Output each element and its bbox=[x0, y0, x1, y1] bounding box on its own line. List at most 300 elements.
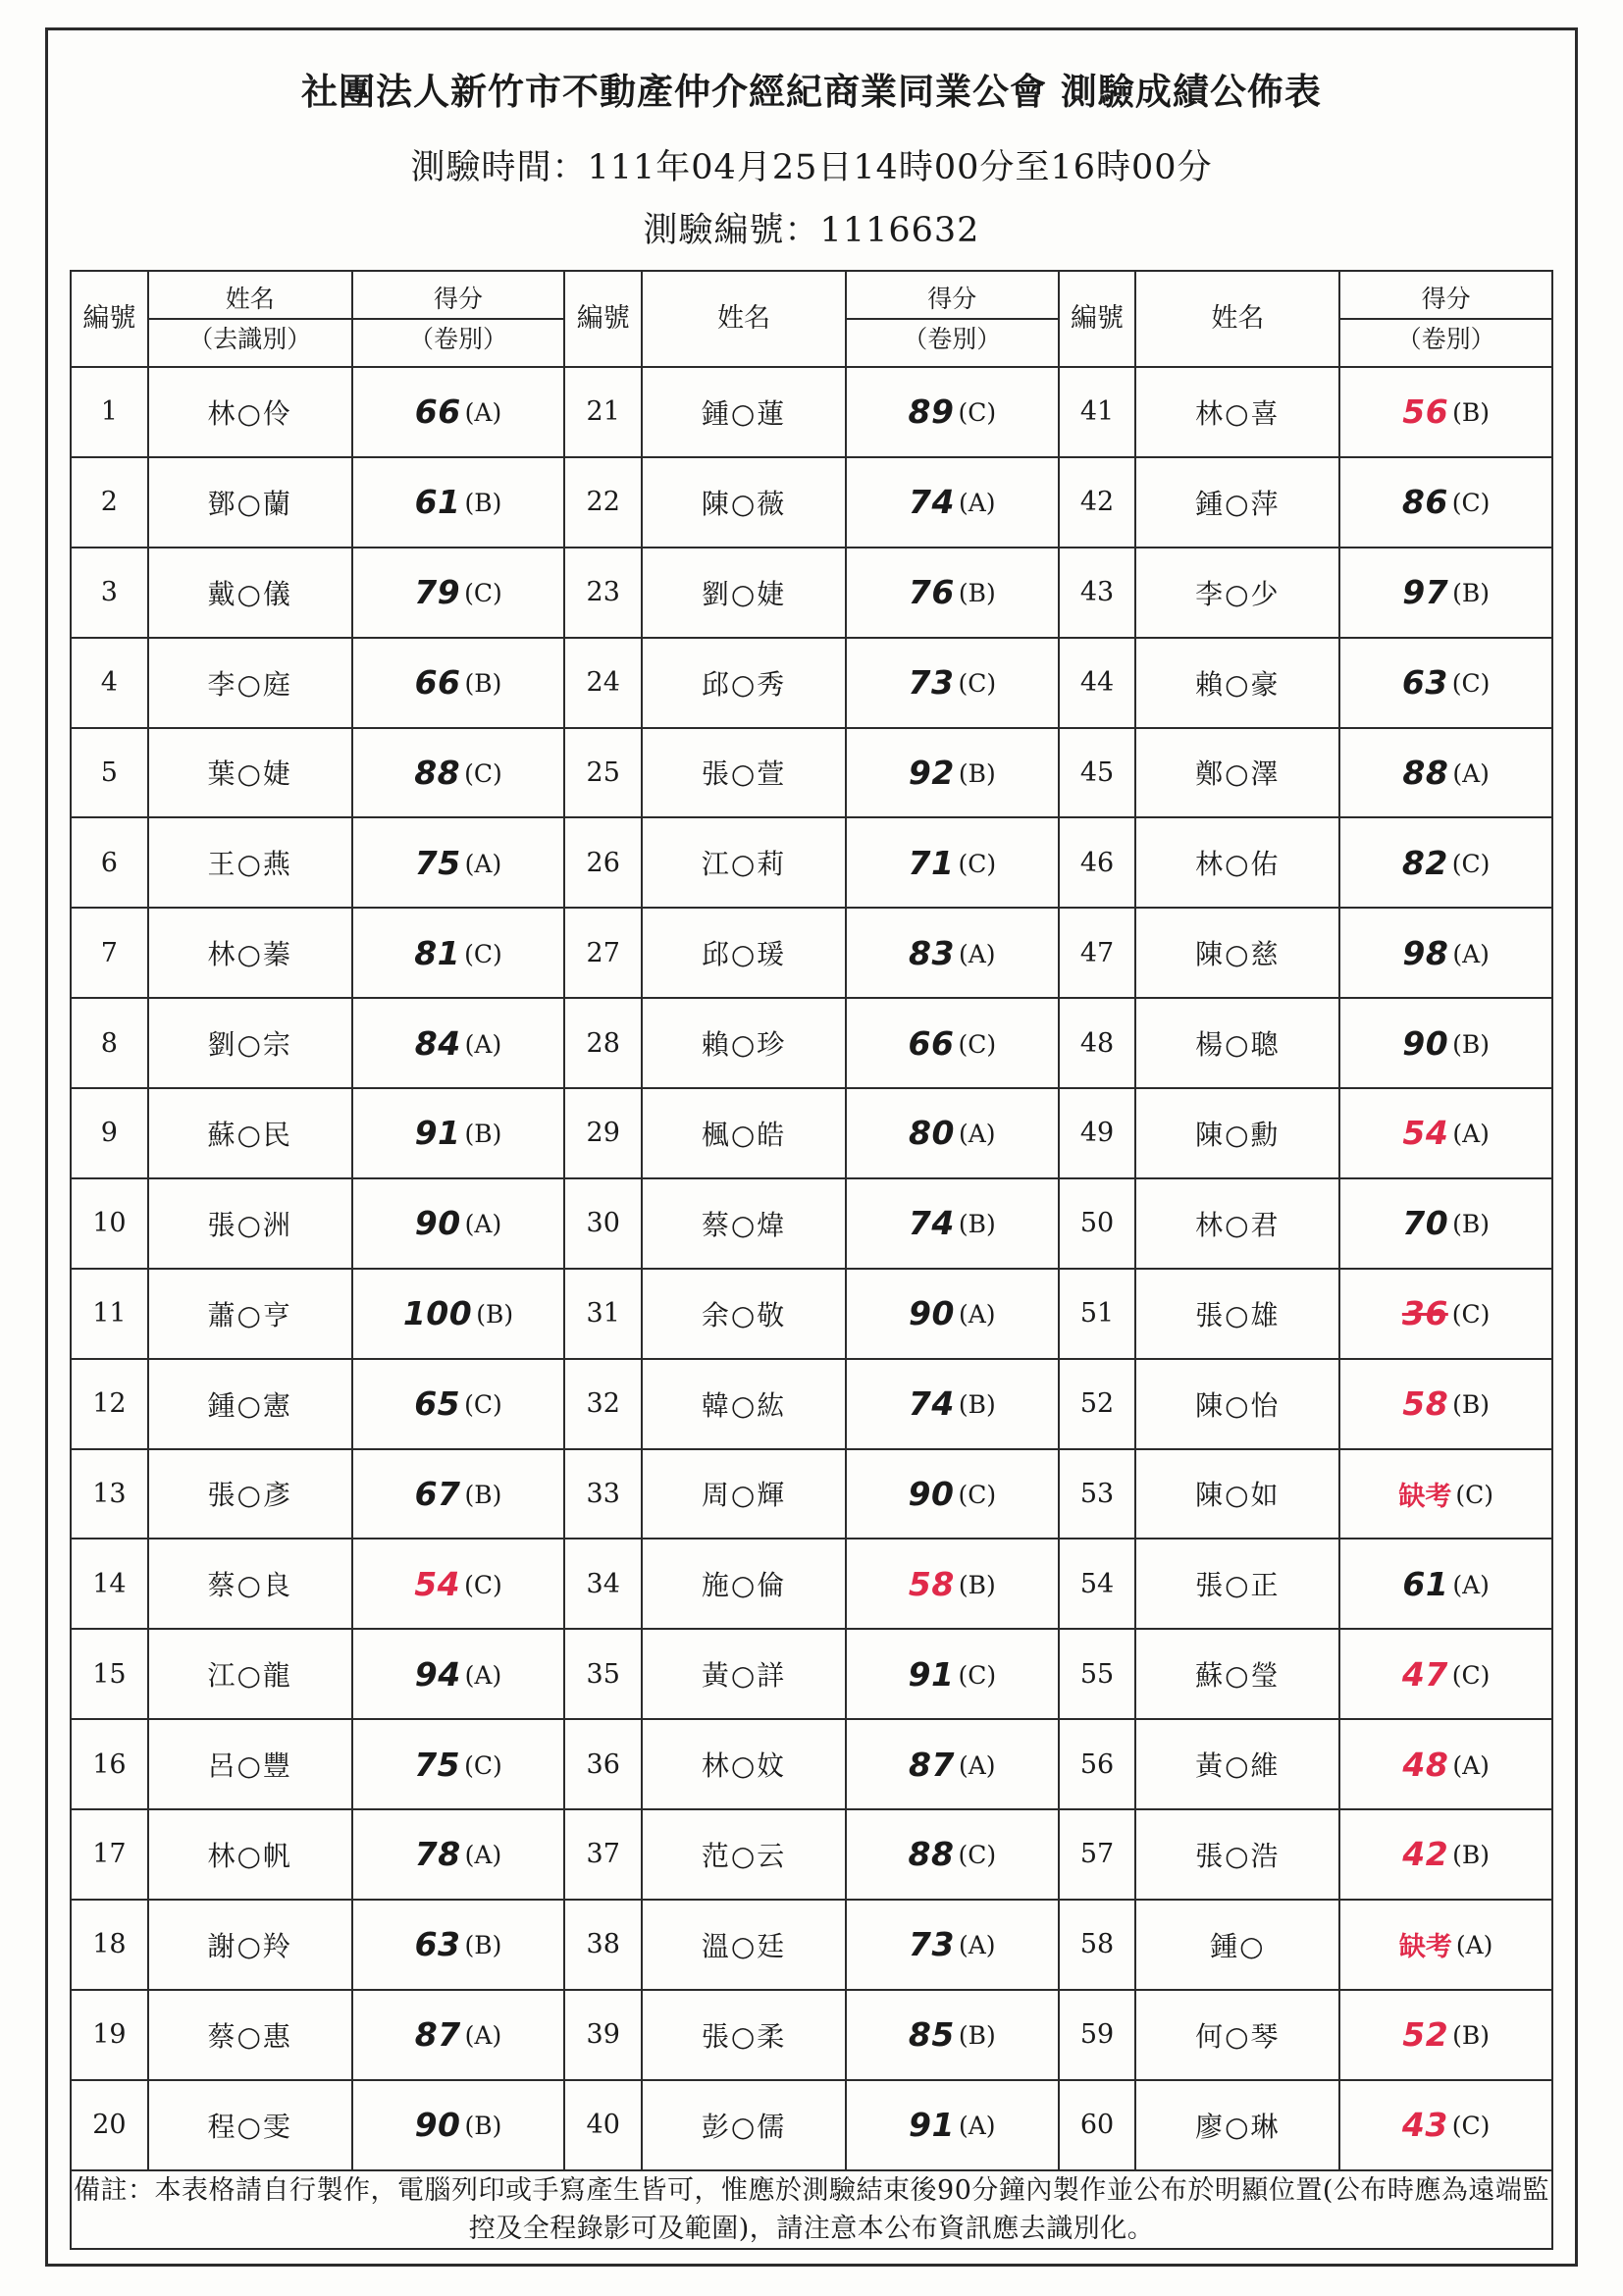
score-value: 47 bbox=[1401, 1654, 1448, 1694]
results-table bbox=[70, 270, 1553, 2250]
col-header-name-line2: （去識別） bbox=[149, 318, 351, 354]
col-header-id-3: 編號 bbox=[1059, 271, 1136, 367]
paper-code: (B) bbox=[1452, 2021, 1491, 2051]
cell-score bbox=[1339, 1629, 1552, 1719]
paper-code: (C) bbox=[1451, 489, 1491, 518]
score-value: 98 bbox=[1402, 933, 1449, 972]
table-row bbox=[71, 1449, 1552, 1539]
page-title: 社團法人新竹市不動產仲介經紀商業同業公會 測驗成績公佈表 bbox=[301, 70, 1322, 113]
col-header-score-1 bbox=[352, 271, 565, 367]
cell-score bbox=[352, 1269, 565, 1359]
score-value: 66 bbox=[908, 1023, 955, 1063]
paper-code: (C) bbox=[1451, 849, 1491, 878]
cell-score bbox=[1339, 817, 1552, 908]
cell-id: 31 bbox=[564, 1269, 642, 1359]
paper-code: (A) bbox=[1455, 1931, 1493, 1960]
cell-id: 28 bbox=[564, 998, 642, 1088]
cell-name: 林○佑 bbox=[1135, 817, 1339, 908]
paper-code: (A) bbox=[1452, 1120, 1490, 1149]
cell-score bbox=[846, 1719, 1059, 1809]
cell-id: 27 bbox=[564, 908, 642, 998]
paper-code: (C) bbox=[464, 939, 502, 968]
cell-name: 鍾○蓮 bbox=[642, 367, 846, 457]
cell-name: 邱○秀 bbox=[642, 638, 846, 728]
col-header-name-2: 姓名 bbox=[642, 271, 846, 367]
col-header-name-3: 姓名 bbox=[1135, 271, 1339, 367]
score-value: 90 bbox=[414, 1204, 461, 1243]
table-row bbox=[71, 908, 1552, 998]
cell-score bbox=[846, 1990, 1059, 2080]
cell-score bbox=[846, 998, 1059, 1088]
paper-code: (B) bbox=[958, 1390, 996, 1420]
cell-score bbox=[352, 998, 565, 1088]
paper-code: (C) bbox=[958, 1029, 997, 1059]
cell-name: 周○輝 bbox=[642, 1449, 846, 1539]
score-value: 84 bbox=[414, 1023, 461, 1063]
cell-name: 蔡○良 bbox=[148, 1539, 352, 1629]
paper-code: (C) bbox=[464, 1570, 502, 1599]
table-row bbox=[71, 1539, 1552, 1629]
cell-name: 黃○維 bbox=[1135, 1719, 1339, 1809]
paper-code: (C) bbox=[958, 1841, 997, 1870]
paper-code: (B) bbox=[958, 1570, 996, 1599]
paper-code: (C) bbox=[1451, 669, 1491, 699]
paper-code: (A) bbox=[958, 1931, 996, 1960]
table-footer bbox=[71, 2170, 1552, 2249]
cell-score bbox=[846, 908, 1059, 998]
cell-name: 蔡○煒 bbox=[642, 1178, 846, 1269]
cell-id: 51 bbox=[1059, 1269, 1136, 1359]
cell-name: 鍾○萍 bbox=[1135, 457, 1339, 548]
cell-id: 50 bbox=[1059, 1178, 1136, 1269]
cell-id: 8 bbox=[71, 998, 148, 1088]
cell-id: 20 bbox=[71, 2080, 148, 2170]
cell-score bbox=[846, 638, 1059, 728]
cell-name: 楊○聰 bbox=[1135, 998, 1339, 1088]
cell-id: 30 bbox=[564, 1178, 642, 1269]
table-row bbox=[71, 1178, 1552, 1269]
col-header-score-line2: （卷別） bbox=[847, 318, 1058, 354]
paper-code: (C) bbox=[464, 758, 502, 788]
cell-name: 張○洲 bbox=[148, 1178, 352, 1269]
paper-code: (B) bbox=[464, 1931, 502, 1960]
cell-score bbox=[1339, 1900, 1552, 1990]
cell-score bbox=[352, 1359, 565, 1449]
col-header-id-1: 編號 bbox=[71, 271, 148, 367]
paper-code: (B) bbox=[958, 1210, 996, 1239]
table-row bbox=[71, 1088, 1552, 1178]
cell-name: 李○庭 bbox=[148, 638, 352, 728]
cell-name: 張○正 bbox=[1135, 1539, 1339, 1629]
col-header-score-line1: 得分 bbox=[927, 284, 977, 313]
cell-name: 張○萱 bbox=[642, 728, 846, 818]
cell-id: 12 bbox=[71, 1359, 148, 1449]
cell-score bbox=[352, 638, 565, 728]
score-value: 58 bbox=[1402, 1384, 1449, 1424]
score-value: 67 bbox=[414, 1474, 461, 1513]
cell-name: 蘇○民 bbox=[148, 1088, 352, 1178]
cell-id: 36 bbox=[564, 1719, 642, 1809]
col-header-score-2 bbox=[846, 271, 1059, 367]
cell-score bbox=[846, 1809, 1059, 1900]
paper-code: (B) bbox=[464, 489, 502, 518]
score-value: 61 bbox=[414, 483, 461, 522]
cell-id: 25 bbox=[564, 728, 642, 818]
cell-name: 溫○廷 bbox=[642, 1900, 846, 1990]
cell-id: 58 bbox=[1059, 1900, 1136, 1990]
cell-name: 陳○如 bbox=[1135, 1449, 1339, 1539]
score-value: 66 bbox=[414, 392, 461, 432]
paper-code: (A) bbox=[958, 939, 996, 968]
cell-id: 55 bbox=[1059, 1629, 1136, 1719]
cell-id: 54 bbox=[1059, 1539, 1136, 1629]
cell-name: 何○琴 bbox=[1135, 1990, 1339, 2080]
paper-code: (C) bbox=[1451, 1300, 1491, 1330]
paper-code: (C) bbox=[958, 1660, 997, 1690]
table-row bbox=[71, 1719, 1552, 1809]
cell-id: 57 bbox=[1059, 1809, 1136, 1900]
cell-id: 21 bbox=[564, 367, 642, 457]
cell-name: 林○君 bbox=[1135, 1178, 1339, 1269]
score-value: 63 bbox=[1401, 663, 1448, 703]
col-header-name-line1: 姓名 bbox=[225, 284, 275, 313]
cell-score bbox=[1339, 367, 1552, 457]
cell-name: 李○少 bbox=[1135, 548, 1339, 638]
score-value: 74 bbox=[908, 1384, 955, 1424]
col-header-score-line2: （卷別） bbox=[353, 318, 564, 354]
paper-code: (B) bbox=[1452, 579, 1491, 608]
score-value: 88 bbox=[414, 753, 461, 792]
score-value: 91 bbox=[908, 1654, 955, 1694]
score-value: 89 bbox=[908, 392, 955, 432]
score-value: 66 bbox=[414, 663, 461, 703]
cell-name: 戴○儀 bbox=[148, 548, 352, 638]
cell-score bbox=[1339, 1809, 1552, 1900]
cell-id: 32 bbox=[564, 1359, 642, 1449]
cell-id: 43 bbox=[1059, 548, 1136, 638]
score-value: 94 bbox=[414, 1654, 461, 1694]
cell-id: 4 bbox=[71, 638, 148, 728]
score-value: 71 bbox=[908, 843, 955, 882]
cell-name: 林○伶 bbox=[148, 367, 352, 457]
cell-score bbox=[1339, 1719, 1552, 1809]
score-value: 90 bbox=[909, 1294, 955, 1333]
cell-score bbox=[846, 1629, 1059, 1719]
score-value: 56 bbox=[1402, 392, 1449, 432]
score-value: 81 bbox=[414, 933, 461, 972]
cell-score bbox=[846, 1449, 1059, 1539]
cell-id: 6 bbox=[71, 817, 148, 908]
paper-code: (C) bbox=[464, 1750, 502, 1780]
cell-name: 彭○儒 bbox=[642, 2080, 846, 2170]
cell-name: 林○喜 bbox=[1135, 367, 1339, 457]
cell-name: 江○龍 bbox=[148, 1629, 352, 1719]
paper-code: (B) bbox=[1452, 1210, 1491, 1239]
col-header-score-line1: 得分 bbox=[433, 284, 483, 313]
cell-id: 59 bbox=[1059, 1990, 1136, 2080]
cell-name: 陳○怡 bbox=[1135, 1359, 1339, 1449]
score-value: 52 bbox=[1402, 2015, 1449, 2055]
cell-name: 劉○婕 bbox=[642, 548, 846, 638]
title-block bbox=[70, 48, 1553, 270]
cell-score bbox=[846, 1900, 1059, 1990]
cell-score bbox=[352, 1178, 565, 1269]
paper-code: (A) bbox=[464, 1029, 502, 1059]
cell-name: 范○云 bbox=[642, 1809, 846, 1900]
score-value: 48 bbox=[1402, 1745, 1449, 1784]
cell-score bbox=[846, 2080, 1059, 2170]
cell-id: 26 bbox=[564, 817, 642, 908]
score-value: 90 bbox=[414, 2106, 461, 2145]
cell-id: 44 bbox=[1059, 638, 1136, 728]
cell-id: 1 bbox=[71, 367, 148, 457]
cell-name: 余○敬 bbox=[642, 1269, 846, 1359]
cell-id: 15 bbox=[71, 1629, 148, 1719]
paper-code: (A) bbox=[958, 1120, 996, 1149]
cell-id: 41 bbox=[1059, 367, 1136, 457]
cell-name: 楓○皓 bbox=[642, 1088, 846, 1178]
paper-code: (B) bbox=[958, 758, 996, 788]
cell-name: 鍾○ bbox=[1135, 1900, 1339, 1990]
cell-score bbox=[352, 1449, 565, 1539]
cell-id: 35 bbox=[564, 1629, 642, 1719]
score-value: 90 bbox=[908, 1474, 955, 1513]
table-row bbox=[71, 1990, 1552, 2080]
cell-name: 江○莉 bbox=[642, 817, 846, 908]
col-header-score-3 bbox=[1339, 271, 1552, 367]
score-value: 73 bbox=[908, 663, 955, 703]
table-header bbox=[71, 271, 1552, 367]
cell-id: 56 bbox=[1059, 1719, 1136, 1809]
cell-id: 23 bbox=[564, 548, 642, 638]
paper-code: (A) bbox=[958, 1750, 996, 1780]
cell-id: 29 bbox=[564, 1088, 642, 1178]
cell-name: 張○雄 bbox=[1135, 1269, 1339, 1359]
paper-code: (A) bbox=[1452, 1750, 1490, 1780]
cell-id: 10 bbox=[71, 1178, 148, 1269]
exam-number: 測驗編號：1116632 bbox=[643, 211, 980, 250]
cell-name: 邱○瑗 bbox=[642, 908, 846, 998]
cell-name: 謝○羚 bbox=[148, 1900, 352, 1990]
table-row bbox=[71, 2080, 1552, 2170]
cell-id: 5 bbox=[71, 728, 148, 818]
score-value: 42 bbox=[1402, 1835, 1449, 1874]
cell-id: 38 bbox=[564, 1900, 642, 1990]
cell-name: 韓○紘 bbox=[642, 1359, 846, 1449]
cell-name: 賴○珍 bbox=[642, 998, 846, 1088]
cell-score bbox=[352, 367, 565, 457]
cell-name: 程○雯 bbox=[148, 2080, 352, 2170]
score-value: 85 bbox=[908, 2015, 955, 2055]
cell-name: 鍾○憲 bbox=[148, 1359, 352, 1449]
paper-code: (C) bbox=[958, 1480, 997, 1509]
cell-id: 37 bbox=[564, 1809, 642, 1900]
remarks-note: 備註：本表格請自行製作，電腦列印或手寫產生皆可，惟應於測驗結束後90分鐘內製作並公布於明顯位置(公布時應為遠端監控及全程錄影可及範圍)，請注意本公布資訊應去識別化。 bbox=[71, 2170, 1552, 2249]
cell-score bbox=[846, 728, 1059, 818]
cell-score bbox=[1339, 728, 1552, 818]
paper-code: (B) bbox=[1452, 398, 1491, 428]
cell-score bbox=[352, 817, 565, 908]
cell-name: 黃○詳 bbox=[642, 1629, 846, 1719]
score-value: 43 bbox=[1401, 2106, 1448, 2145]
paper-code: (A) bbox=[464, 398, 502, 428]
cell-id: 17 bbox=[71, 1809, 148, 1900]
score-value: 65 bbox=[414, 1384, 461, 1424]
cell-name: 賴○豪 bbox=[1135, 638, 1339, 728]
score-value: 82 bbox=[1401, 843, 1448, 882]
cell-name: 劉○宗 bbox=[148, 998, 352, 1088]
paper-code: (A) bbox=[958, 2112, 996, 2141]
cell-name: 蔡○惠 bbox=[148, 1990, 352, 2080]
paper-code: (B) bbox=[476, 1300, 514, 1330]
cell-id: 45 bbox=[1059, 728, 1136, 818]
cell-id: 16 bbox=[71, 1719, 148, 1809]
score-value: 36 bbox=[1401, 1294, 1448, 1333]
cell-score bbox=[846, 457, 1059, 548]
cell-id: 9 bbox=[71, 1088, 148, 1178]
cell-score bbox=[1339, 1990, 1552, 2080]
score-value: 91 bbox=[909, 2106, 955, 2145]
paper-code: (B) bbox=[464, 669, 502, 699]
cell-name: 張○柔 bbox=[642, 1990, 846, 2080]
table-row bbox=[71, 548, 1552, 638]
paper-code: (B) bbox=[464, 1120, 502, 1149]
table-row bbox=[71, 1900, 1552, 1990]
cell-score bbox=[352, 1629, 565, 1719]
paper-code: (C) bbox=[958, 398, 997, 428]
paper-code: (C) bbox=[464, 579, 502, 608]
table-row bbox=[71, 457, 1552, 548]
cell-name: 蘇○瑩 bbox=[1135, 1629, 1339, 1719]
paper-code: (B) bbox=[1452, 1029, 1491, 1059]
cell-score bbox=[352, 1990, 565, 2080]
cell-id: 2 bbox=[71, 457, 148, 548]
cell-score bbox=[1339, 1449, 1552, 1539]
cell-score bbox=[352, 1809, 565, 1900]
cell-id: 34 bbox=[564, 1539, 642, 1629]
table-row bbox=[71, 728, 1552, 818]
cell-id: 3 bbox=[71, 548, 148, 638]
paper-code: (B) bbox=[1452, 1841, 1491, 1870]
exam-time: 測驗時間：111年04月25日14時00分至16時00分 bbox=[410, 148, 1213, 187]
cell-score bbox=[352, 908, 565, 998]
cell-score bbox=[1339, 1178, 1552, 1269]
score-value: 88 bbox=[908, 1835, 955, 1874]
score-value: 75 bbox=[414, 1745, 461, 1784]
paper-code: (A) bbox=[464, 2021, 502, 2051]
paper-code: (A) bbox=[1452, 1570, 1490, 1599]
cell-id: 24 bbox=[564, 638, 642, 728]
score-absent: 缺考 bbox=[1398, 1932, 1452, 1963]
cell-id: 47 bbox=[1059, 908, 1136, 998]
cell-score bbox=[846, 1088, 1059, 1178]
score-value: 80 bbox=[909, 1114, 955, 1153]
cell-score bbox=[352, 457, 565, 548]
score-value: 92 bbox=[908, 753, 955, 792]
cell-id: 18 bbox=[71, 1900, 148, 1990]
cell-id: 60 bbox=[1059, 2080, 1136, 2170]
score-value: 76 bbox=[908, 573, 955, 612]
cell-name: 陳○勳 bbox=[1135, 1088, 1339, 1178]
cell-id: 13 bbox=[71, 1449, 148, 1539]
cell-id: 7 bbox=[71, 908, 148, 998]
paper-code: (A) bbox=[958, 489, 996, 518]
cell-score bbox=[1339, 457, 1552, 548]
cell-id: 42 bbox=[1059, 457, 1136, 548]
col-header-name-1 bbox=[148, 271, 352, 367]
cell-score bbox=[1339, 998, 1552, 1088]
score-value: 74 bbox=[908, 1204, 955, 1243]
paper-code: (A) bbox=[464, 849, 502, 878]
score-value: 100 bbox=[402, 1294, 473, 1333]
cell-id: 19 bbox=[71, 1990, 148, 2080]
cell-score bbox=[352, 1719, 565, 1809]
cell-score bbox=[352, 1088, 565, 1178]
table-row bbox=[71, 998, 1552, 1088]
cell-name: 張○浩 bbox=[1135, 1809, 1339, 1900]
score-value: 87 bbox=[414, 2015, 461, 2055]
score-value: 73 bbox=[909, 1925, 955, 1964]
score-value: 97 bbox=[1402, 573, 1449, 612]
cell-name: 葉○婕 bbox=[148, 728, 352, 818]
table-row bbox=[71, 1269, 1552, 1359]
cell-score bbox=[846, 1178, 1059, 1269]
cell-score bbox=[352, 1900, 565, 1990]
paper-code: (A) bbox=[464, 1210, 502, 1239]
cell-name: 林○帆 bbox=[148, 1809, 352, 1900]
cell-id: 48 bbox=[1059, 998, 1136, 1088]
cell-score bbox=[352, 728, 565, 818]
cell-score bbox=[1339, 1359, 1552, 1449]
cell-id: 11 bbox=[71, 1269, 148, 1359]
cell-score bbox=[1339, 638, 1552, 728]
cell-score bbox=[1339, 548, 1552, 638]
cell-name: 呂○豐 bbox=[148, 1719, 352, 1809]
cell-name: 廖○琳 bbox=[1135, 2080, 1339, 2170]
score-value: 75 bbox=[414, 843, 461, 882]
paper-code: (A) bbox=[1452, 758, 1490, 788]
table-body bbox=[71, 367, 1552, 2170]
paper-code: (C) bbox=[1451, 1660, 1491, 1690]
cell-score bbox=[1339, 908, 1552, 998]
table-row bbox=[71, 817, 1552, 908]
col-header-score-line2: （卷別） bbox=[1340, 318, 1551, 354]
score-value: 91 bbox=[414, 1114, 461, 1153]
cell-id: 52 bbox=[1059, 1359, 1136, 1449]
cell-score bbox=[846, 548, 1059, 638]
cell-id: 22 bbox=[564, 457, 642, 548]
table-row bbox=[71, 1809, 1552, 1900]
cell-score bbox=[352, 1539, 565, 1629]
paper-code: (B) bbox=[958, 579, 996, 608]
paper-code: (C) bbox=[958, 669, 997, 699]
paper-code: (A) bbox=[464, 1660, 502, 1690]
cell-score bbox=[1339, 2080, 1552, 2170]
cell-score bbox=[352, 548, 565, 638]
score-value: 83 bbox=[909, 933, 955, 972]
paper-code: (A) bbox=[1452, 939, 1490, 968]
cell-score bbox=[846, 817, 1059, 908]
cell-name: 鄭○澤 bbox=[1135, 728, 1339, 818]
score-value: 61 bbox=[1402, 1564, 1449, 1603]
cell-id: 40 bbox=[564, 2080, 642, 2170]
paper-code: (C) bbox=[1455, 1480, 1493, 1509]
score-value: 87 bbox=[909, 1745, 955, 1784]
cell-name: 蕭○亨 bbox=[148, 1269, 352, 1359]
cell-name: 張○彥 bbox=[148, 1449, 352, 1539]
score-value: 90 bbox=[1402, 1023, 1449, 1063]
cell-id: 39 bbox=[564, 1990, 642, 2080]
